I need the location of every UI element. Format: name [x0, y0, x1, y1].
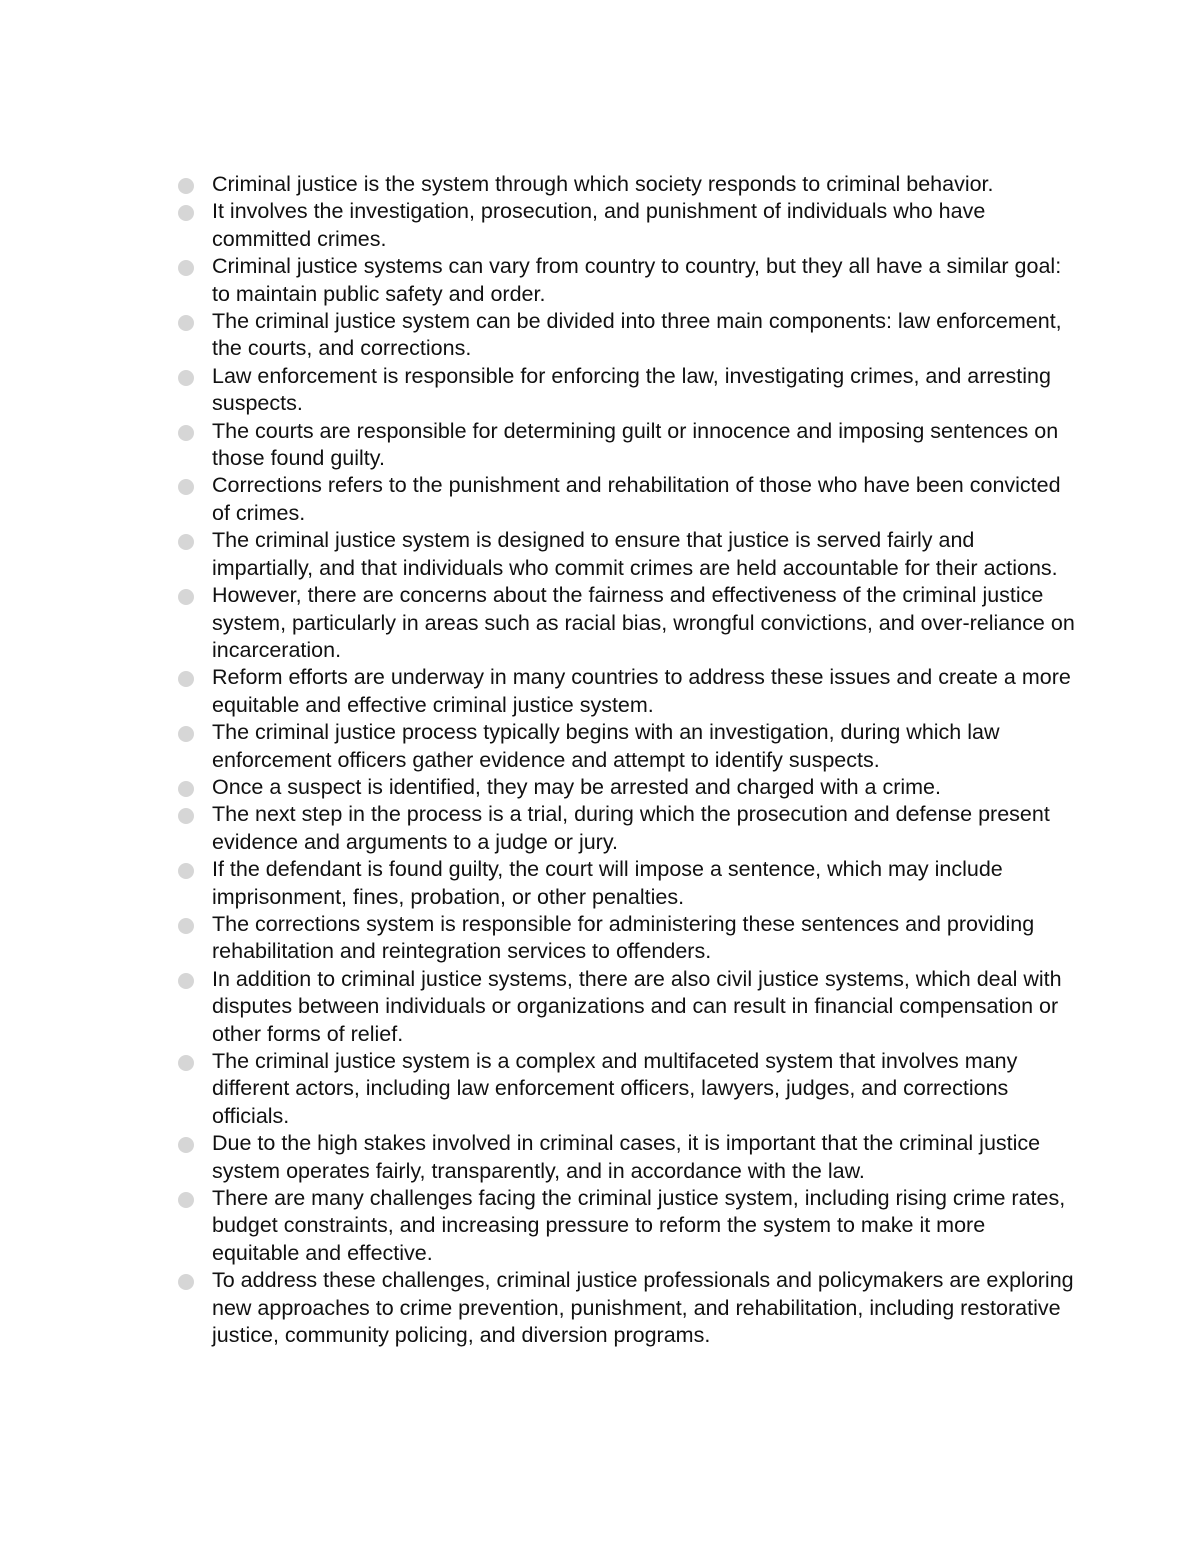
list-item-text: However, there are concerns about the fairness and effectiveness of the criminal justice system, particularly in areas such as racial bias, wrongful convictions, and over-reliance on incarceration. — [212, 583, 1075, 662]
list-item — [176, 1185, 1076, 1267]
list-item — [176, 472, 1076, 527]
list-item-text: The corrections system is responsible for administering these sentences and providing rehabilitation and reintegration services to offenders. — [212, 911, 1035, 964]
list-item-text: Criminal justice systems can vary from country to country, but they all have a similar goal: to maintain public safety and order. — [212, 254, 1062, 306]
list-item-text: The criminal justice process typically begins with an investigation, during which law enforcement officers gather evidence and attempt to identify suspects. — [212, 720, 1000, 772]
bullet-dot-icon — [178, 260, 194, 276]
bullet-list — [176, 171, 1076, 1349]
bullet-dot-icon — [178, 863, 194, 879]
bullet-dot-icon — [178, 589, 194, 605]
list-item — [176, 1048, 1076, 1130]
bullet-dot-icon — [178, 973, 194, 989]
bullet-dot-icon — [178, 1137, 194, 1153]
list-item — [176, 308, 1076, 363]
list-item-text: To address these challenges, criminal justice professionals and policymakers are exploring new approaches to crime prevention, punishment, and rehabilitation, including restorative justice, community policing, and diversion programs. — [212, 1268, 1074, 1348]
bullet-dot-icon — [178, 1274, 194, 1290]
list-item — [176, 1130, 1076, 1185]
list-item — [176, 527, 1076, 582]
list-item-text: The criminal justice system is designed to ensure that justice is served fairly and impartially, and that individuals who commit crimes are held accountable for their actions. — [212, 528, 1058, 580]
list-item — [176, 664, 1076, 719]
list-item-text: There are many challenges facing the criminal justice system, including rising crime rates, budget constraints, and increasing pressure to reform the system to make it more equitable and effective. — [212, 1186, 1066, 1265]
list-item — [176, 774, 1076, 801]
bullet-dot-icon — [178, 425, 194, 441]
bullet-dot-icon — [178, 1055, 194, 1071]
list-item-text: The criminal justice system can be divided into three main components: law enforcement, the courts, and corrections. — [212, 309, 1062, 361]
list-item — [176, 719, 1076, 774]
list-item-text: The next step in the process is a trial, during which the prosecution and defense present evidence and arguments to a judge or jury. — [212, 802, 1050, 854]
list-item-text: The criminal justice system is a complex and multifaceted system that involves many different actors, including law enforcement officers, lawyers, judges, and corrections officials. — [212, 1049, 1018, 1128]
bullet-dot-icon — [178, 781, 194, 797]
list-item-text: It involves the investigation, prosecution, and punishment of individuals who have committed crimes. — [212, 199, 986, 251]
list-item — [176, 253, 1076, 308]
list-item-text: Due to the high stakes involved in criminal cases, it is important that the criminal justice system operates fairly, transparently, and in accordance with the law. — [212, 1131, 1041, 1183]
bullet-dot-icon — [178, 918, 194, 934]
bullet-dot-icon — [178, 205, 194, 221]
list-item-text: Law enforcement is responsible for enforcing the law, investigating crimes, and arresting suspects. — [212, 363, 1051, 416]
bullet-dot-icon — [178, 178, 194, 194]
bullet-dot-icon — [178, 1192, 194, 1208]
list-item-text: If the defendant is found guilty, the court will impose a sentence, which may include imprisonment, fines, probation, or other penalties. — [212, 857, 1003, 909]
list-item — [176, 171, 1076, 198]
list-item-text: Once a suspect is identified, they may be arrested and charged with a crime. — [212, 774, 941, 799]
bullet-dot-icon — [178, 671, 194, 687]
bullet-dot-icon — [178, 479, 194, 495]
list-item — [176, 911, 1076, 966]
bullet-dot-icon — [178, 370, 194, 386]
bullet-dot-icon — [178, 726, 194, 742]
list-item-text: In addition to criminal justice systems, there are also civil justice systems, which deal with disputes between individuals or organizations and can result in financial compensation or other forms of relief. — [212, 966, 1062, 1046]
list-item — [176, 418, 1076, 473]
list-item-text: Criminal justice is the system through which society responds to criminal behavior. — [212, 172, 994, 196]
list-item — [176, 856, 1076, 911]
bullet-dot-icon — [178, 315, 194, 331]
list-item — [176, 801, 1076, 856]
list-item — [176, 198, 1076, 253]
list-item-text: Corrections refers to the punishment and rehabilitation of those who have been convicted of crimes. — [212, 473, 1061, 525]
list-item — [176, 363, 1076, 418]
list-item — [176, 1267, 1076, 1349]
bullet-dot-icon — [178, 808, 194, 824]
list-item-text: Reform efforts are underway in many countries to address these issues and create a more equitable and effective criminal justice system. — [212, 665, 1071, 717]
list-item — [176, 966, 1076, 1048]
list-item — [176, 582, 1076, 664]
bullet-dot-icon — [178, 534, 194, 550]
list-item-text: The courts are responsible for determining guilt or innocence and imposing sentences on those found guilty. — [212, 418, 1059, 471]
